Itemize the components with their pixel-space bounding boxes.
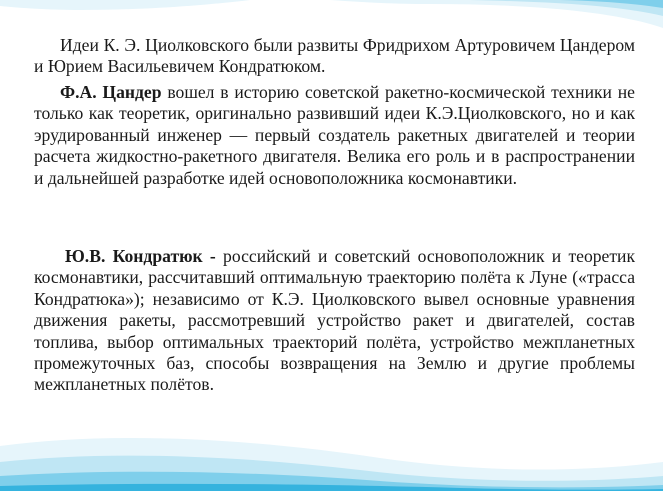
- paragraph-tsander-text: вошел в историю советской ракетно-космической техники не только как теоретик, оригинально развивший идеи К.Э.Циолковского, но и как эрудированный инженер — первый создатель ракетных двигателей и теории расчета жидкостно-ракетного двигателя. Велика его роль и в распространении и дальнейшей разработке идей основоположника космонавтики.: [34, 82, 635, 188]
- top-wave-light: [0, 0, 250, 10]
- kondratyuk-name: Ю.В. Кондратюк -: [65, 246, 216, 266]
- text-content-box: [34, 24, 635, 434]
- paragraph-kondratyuk-text: российский и советский основоположник и теоретик космонавтики, рассчитавший оптимальную траекторию полёта к Луне («трасса Кондратюка»); независимо от К.Э. Циолковского вывел основные уравнения движения ракеты, рассмотревший устройство ракет и двигателей, состав топлива, выбор оптимальных траекторий полёта, устройство межпланетных промежуточных баз, способы возвращения на Землю и другие проблемы межпланетных полётов.: [34, 246, 636, 395]
- paragraph-intro: [34, 35, 635, 78]
- paragraph-tsander: [34, 82, 635, 189]
- tsander-name: Ф.А. Цандер: [60, 82, 162, 102]
- paragraph-kondratyuk: [34, 246, 635, 396]
- paragraph-intro-text: Идеи К. Э. Циолковского были развиты Фридрихом Артуровичем Цандером и Юрием Васильевичем Кондратюком.: [34, 35, 635, 77]
